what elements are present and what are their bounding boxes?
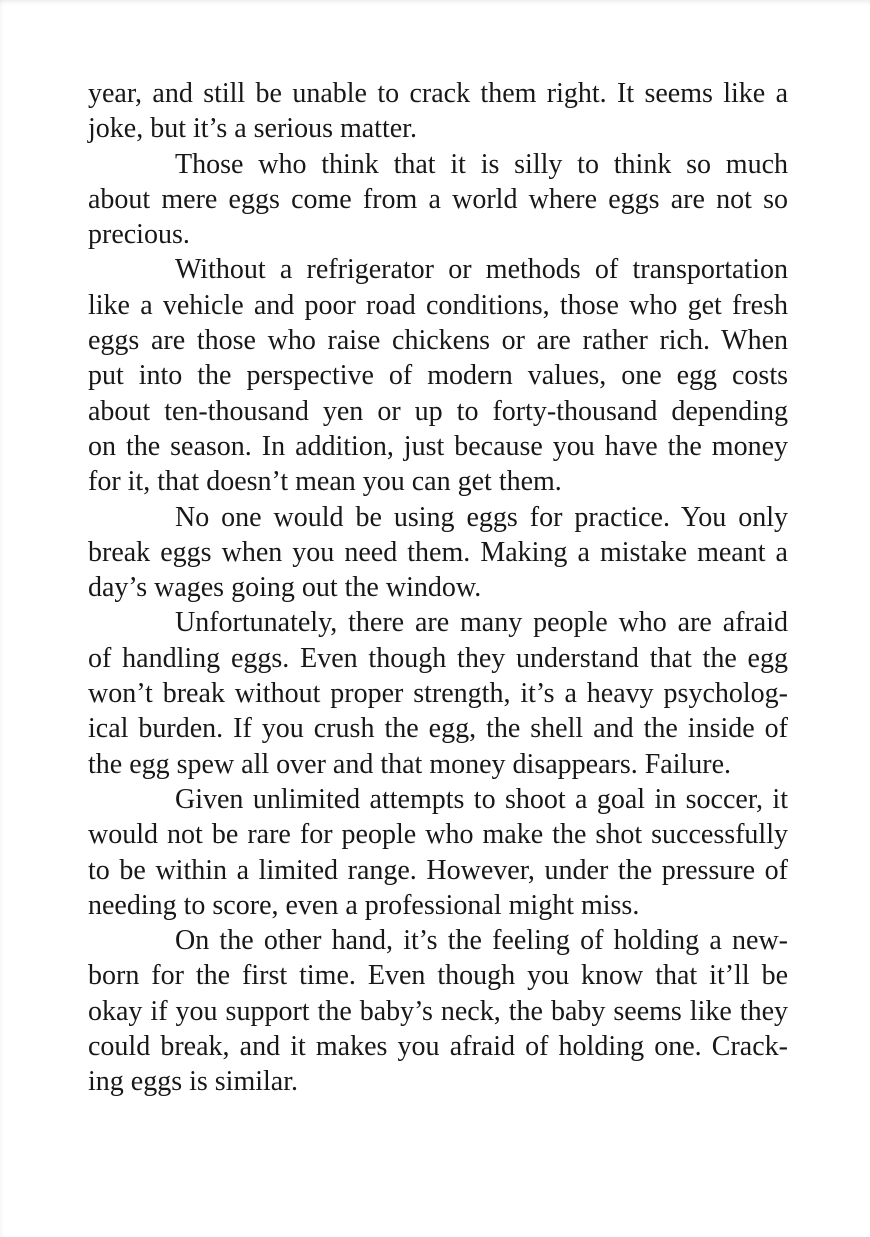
text-line: could break, and it makes you afraid of holding one. Crack-: [88, 1031, 788, 1063]
text-line: on the season. In addition, just because you have the money: [88, 430, 788, 462]
text-line: precious.: [88, 219, 190, 251]
text-line: to be within a limited range. However, under the pressure of: [88, 854, 788, 886]
text-line: won’t break without proper strength, it’s a heavy psycholog-: [88, 678, 788, 710]
paragraph: [88, 605, 788, 781]
text-line: of handling eggs. Even though they understand that the egg: [88, 642, 788, 674]
text-line: day’s wages going out the window.: [88, 572, 482, 604]
text-line: for it, that doesn’t mean you can get them.: [88, 466, 562, 498]
paragraph: [88, 252, 788, 499]
text-line: Unfortunately, there are many people who are afraid: [175, 607, 788, 639]
text-line: No one would be using eggs for practice. You only: [175, 501, 788, 533]
text-line: ical burden. If you crush the egg, the shell and the inside of: [88, 713, 788, 745]
text-line: about ten-thousand yen or up to forty-thousand depending: [88, 395, 788, 427]
text-line: the egg spew all over and that money disappears. Failure.: [88, 748, 732, 780]
paragraph: [88, 147, 788, 253]
text-line: needing to score, even a professional might miss.: [88, 889, 640, 921]
text-line: year, and still be unable to crack them right. It seems like a: [88, 78, 788, 109]
paragraph: [88, 782, 788, 923]
text-line: ing eggs is similar.: [88, 1066, 298, 1098]
text-line: Without a refrigerator or methods of transportation: [175, 254, 788, 286]
text-line: Given unlimited attempts to shoot a goal in soccer, it: [175, 783, 788, 815]
paragraph: [88, 500, 788, 606]
text-line: like a vehicle and poor road conditions, those who get fresh: [88, 289, 788, 321]
text-line: would not be rare for people who make the shot successfully: [88, 819, 788, 851]
text-line: joke, but it’s a serious matter.: [88, 113, 417, 145]
text-line: born for the first time. Even though you know that it’ll be: [88, 960, 788, 992]
text-line: Those who think that it is silly to think so much: [175, 148, 788, 180]
text-line: put into the perspective of modern values, one egg costs: [88, 360, 788, 392]
text-line: eggs are those who raise chickens or are rather rich. When: [88, 325, 788, 357]
paragraph: [88, 923, 788, 1099]
text-block: [88, 76, 788, 1100]
paragraph: [88, 76, 788, 147]
text-line: On the other hand, it’s the feeling of holding a new-: [175, 925, 788, 957]
text-line: about mere eggs come from a world where eggs are not so: [88, 183, 788, 215]
text-line: break eggs when you need them. Making a mistake meant a: [88, 536, 788, 568]
text-line: okay if you support the baby’s neck, the baby seems like they: [88, 995, 788, 1027]
